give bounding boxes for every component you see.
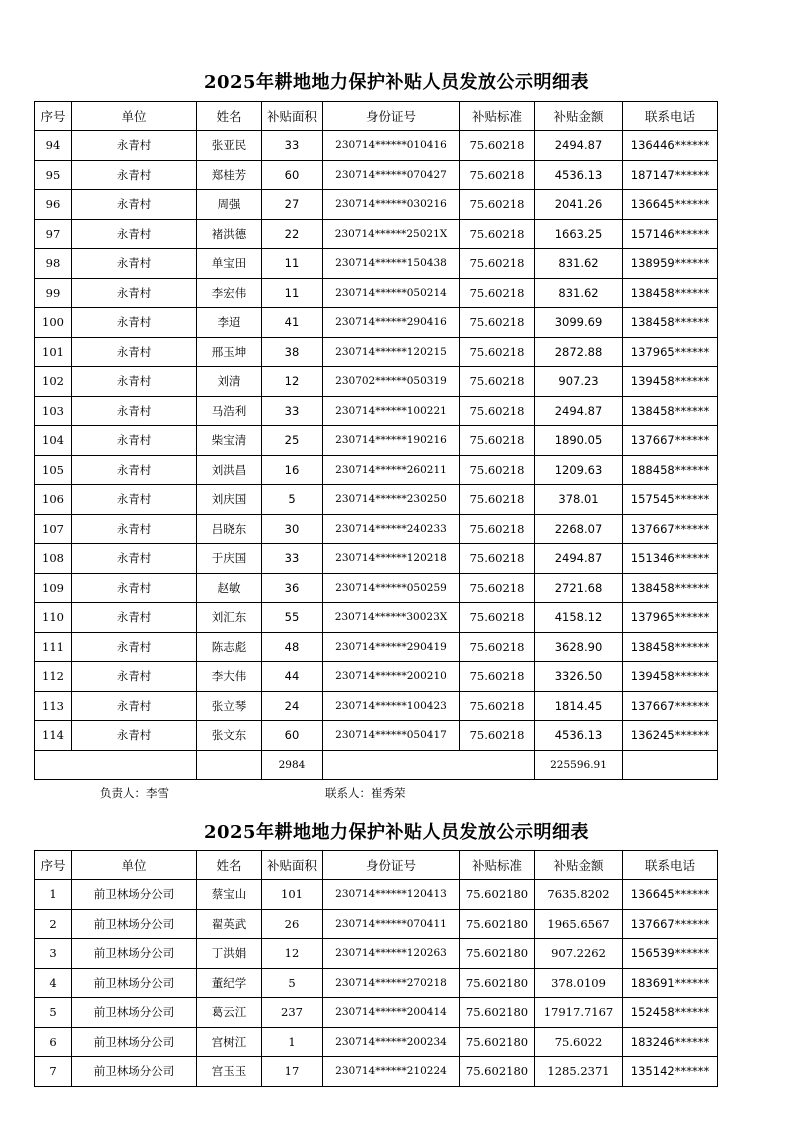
phone-cell: 136245******: [623, 721, 718, 751]
id-number-cell: 230714******070427: [323, 160, 460, 190]
table-row: [35, 278, 718, 308]
area-cell: 5: [262, 968, 323, 998]
amount-cell: 1890.05: [535, 426, 623, 456]
id-number-cell: 230702******050319: [323, 367, 460, 397]
id-number-cell: 230714******290419: [323, 632, 460, 662]
page-title-2: 2025年耕地地力保护补贴人员发放公示明细表: [203, 822, 590, 843]
standard-cell: 75.60218: [460, 367, 535, 397]
column-header-phone: 联系电话: [623, 102, 718, 131]
standard-cell: 75.602180: [460, 1027, 535, 1057]
amount-cell: 1285.2371: [535, 1057, 623, 1087]
unit-cell: 永青村: [72, 603, 197, 633]
area-cell: 101: [262, 880, 323, 910]
name-cell: 刘庆国: [197, 485, 262, 515]
standard-cell: 75.602180: [460, 939, 535, 969]
serial-cell: 98: [35, 249, 72, 279]
phone-cell: 138458******: [623, 278, 718, 308]
area-cell: 55: [262, 603, 323, 633]
column-header-standard: 补贴标准: [460, 851, 535, 880]
standard-cell: 75.60218: [460, 691, 535, 721]
unit-cell: 永青村: [72, 219, 197, 249]
column-header-serial: 序号: [35, 851, 72, 880]
standard-cell: 75.60218: [460, 131, 535, 161]
phone-cell: 136446******: [623, 131, 718, 161]
id-number-cell: 230714******230250: [323, 485, 460, 515]
name-cell: 董纪学: [197, 968, 262, 998]
id-number-cell: 230714******050259: [323, 573, 460, 603]
amount-cell: 831.62: [535, 278, 623, 308]
serial-cell: 4: [35, 968, 72, 998]
table-row: [35, 573, 718, 603]
standard-cell: 75.60218: [460, 514, 535, 544]
unit-cell: 永青村: [72, 485, 197, 515]
name-cell: 柴宝清: [197, 426, 262, 456]
table-row: [35, 968, 718, 998]
id-number-cell: 230714******200210: [323, 662, 460, 692]
standard-cell: 75.60218: [460, 426, 535, 456]
standard-cell: 75.60218: [460, 308, 535, 338]
standard-cell: 75.60218: [460, 190, 535, 220]
name-cell: 单宝田: [197, 249, 262, 279]
phone-cell: 183691******: [623, 968, 718, 998]
id-number-cell: 230714******290416: [323, 308, 460, 338]
phone-cell: 157545******: [623, 485, 718, 515]
standard-cell: 75.60218: [460, 721, 535, 751]
phone-cell: 139458******: [623, 367, 718, 397]
amount-cell: 2721.68: [535, 573, 623, 603]
name-cell: 马浩利: [197, 396, 262, 426]
phone-cell: 138458******: [623, 573, 718, 603]
amount-cell: 1209.63: [535, 455, 623, 485]
phone-cell: 137667******: [623, 514, 718, 544]
amount-cell: 907.2262: [535, 939, 623, 969]
name-cell: 翟英武: [197, 909, 262, 939]
phone-cell: 157146******: [623, 219, 718, 249]
serial-cell: 114: [35, 721, 72, 751]
id-number-cell: 230714******070411: [323, 909, 460, 939]
standard-cell: 75.60218: [460, 544, 535, 574]
contact-person: 联系人：崔秀荣: [325, 786, 406, 800]
table-row: [35, 662, 718, 692]
id-number-cell: 230714******30023X: [323, 603, 460, 633]
id-number-cell: 230714******100423: [323, 691, 460, 721]
column-header-amount: 补贴金额: [535, 851, 623, 880]
name-cell: 刘汇东: [197, 603, 262, 633]
phone-cell: 139458******: [623, 662, 718, 692]
table-row: [35, 219, 718, 249]
serial-cell: 112: [35, 662, 72, 692]
serial-cell: 99: [35, 278, 72, 308]
id-number-cell: 230714******100221: [323, 396, 460, 426]
serial-cell: 110: [35, 603, 72, 633]
total-empty-cell: [623, 750, 718, 780]
name-cell: 宫树江: [197, 1027, 262, 1057]
phone-cell: 135142******: [623, 1057, 718, 1087]
phone-cell: 151346******: [623, 544, 718, 574]
table-row: [35, 426, 718, 456]
amount-cell: 831.62: [535, 249, 623, 279]
name-cell: 宫玉玉: [197, 1057, 262, 1087]
area-cell: 27: [262, 190, 323, 220]
standard-cell: 75.602180: [460, 998, 535, 1028]
amount-cell: 378.01: [535, 485, 623, 515]
unit-cell: 永青村: [72, 337, 197, 367]
name-cell: 周强: [197, 190, 262, 220]
unit-cell: 前卫林场分公司: [72, 1057, 197, 1087]
standard-cell: 75.60218: [460, 219, 535, 249]
table-row: [35, 308, 718, 338]
table-row: [35, 632, 718, 662]
amount-cell: 4536.13: [535, 721, 623, 751]
phone-cell: 137667******: [623, 691, 718, 721]
phone-cell: 136645******: [623, 190, 718, 220]
area-cell: 60: [262, 160, 323, 190]
subsidy-table-1: [34, 101, 718, 780]
standard-cell: 75.60218: [460, 603, 535, 633]
amount-cell: 4536.13: [535, 160, 623, 190]
column-header-unit: 单位: [72, 851, 197, 880]
amount-cell: 3099.69: [535, 308, 623, 338]
serial-cell: 108: [35, 544, 72, 574]
phone-cell: 137965******: [623, 337, 718, 367]
id-number-cell: 230714******050214: [323, 278, 460, 308]
id-number-cell: 230714******010416: [323, 131, 460, 161]
serial-cell: 1: [35, 880, 72, 910]
standard-cell: 75.602180: [460, 880, 535, 910]
standard-cell: 75.60218: [460, 573, 535, 603]
name-cell: 李宏伟: [197, 278, 262, 308]
area-cell: 5: [262, 485, 323, 515]
unit-cell: 前卫林场分公司: [72, 998, 197, 1028]
table-row: [35, 998, 718, 1028]
amount-cell: 378.0109: [535, 968, 623, 998]
table-header-row: [35, 102, 718, 131]
phone-cell: 138959******: [623, 249, 718, 279]
total-area-cell: 2984: [262, 750, 323, 780]
unit-cell: 永青村: [72, 308, 197, 338]
table-row: [35, 721, 718, 751]
table-row: [35, 880, 718, 910]
name-cell: 李大伟: [197, 662, 262, 692]
area-cell: 11: [262, 249, 323, 279]
name-cell: 刘洪昌: [197, 455, 262, 485]
column-header-name: 姓名: [197, 851, 262, 880]
standard-cell: 75.602180: [460, 968, 535, 998]
phone-cell: 156539******: [623, 939, 718, 969]
name-cell: 邢玉坤: [197, 337, 262, 367]
serial-cell: 103: [35, 396, 72, 426]
area-cell: 33: [262, 544, 323, 574]
id-number-cell: 230714******190216: [323, 426, 460, 456]
serial-cell: 95: [35, 160, 72, 190]
amount-cell: 4158.12: [535, 603, 623, 633]
table-row: [35, 485, 718, 515]
id-number-cell: 230714******210224: [323, 1057, 460, 1087]
phone-cell: 183246******: [623, 1027, 718, 1057]
table-row: [35, 939, 718, 969]
id-number-cell: 230714******050417: [323, 721, 460, 751]
id-number-cell: 230714******200414: [323, 998, 460, 1028]
id-number-cell: 230714******030216: [323, 190, 460, 220]
id-number-cell: 230714******240233: [323, 514, 460, 544]
id-number-cell: 230714******120413: [323, 880, 460, 910]
name-cell: 陈志彪: [197, 632, 262, 662]
standard-cell: 75.60218: [460, 396, 535, 426]
serial-cell: 104: [35, 426, 72, 456]
name-cell: 张亚民: [197, 131, 262, 161]
unit-cell: 永青村: [72, 544, 197, 574]
id-number-cell: 230714******260211: [323, 455, 460, 485]
table-row: [35, 603, 718, 633]
id-number-cell: 230714******120263: [323, 939, 460, 969]
name-cell: 吕晓东: [197, 514, 262, 544]
name-cell: 赵敏: [197, 573, 262, 603]
phone-cell: 137667******: [623, 426, 718, 456]
column-header-amount: 补贴金额: [535, 102, 623, 131]
column-header-id-number: 身份证号: [323, 102, 460, 131]
area-cell: 12: [262, 367, 323, 397]
area-cell: 60: [262, 721, 323, 751]
standard-cell: 75.60218: [460, 337, 535, 367]
serial-cell: 2: [35, 909, 72, 939]
name-cell: 郑桂芳: [197, 160, 262, 190]
amount-cell: 1663.25: [535, 219, 623, 249]
standard-cell: 75.60218: [460, 160, 535, 190]
unit-cell: 永青村: [72, 632, 197, 662]
amount-cell: 907.23: [535, 367, 623, 397]
phone-cell: 138458******: [623, 308, 718, 338]
unit-cell: 永青村: [72, 455, 197, 485]
serial-cell: 109: [35, 573, 72, 603]
total-amount-cell: 225596.91: [535, 750, 623, 780]
serial-cell: 6: [35, 1027, 72, 1057]
table-header-row: [35, 851, 718, 880]
responsible-person: 负责人：李雪: [100, 786, 169, 800]
serial-cell: 97: [35, 219, 72, 249]
serial-cell: 96: [35, 190, 72, 220]
area-cell: 12: [262, 939, 323, 969]
area-cell: 24: [262, 691, 323, 721]
table-row: [35, 455, 718, 485]
unit-cell: 永青村: [72, 190, 197, 220]
area-cell: 17: [262, 1057, 323, 1087]
amount-cell: 2041.26: [535, 190, 623, 220]
unit-cell: 前卫林场分公司: [72, 909, 197, 939]
table-row: [35, 337, 718, 367]
standard-cell: 75.60218: [460, 485, 535, 515]
column-header-phone: 联系电话: [623, 851, 718, 880]
page-title: 2025年耕地地力保护补贴人员发放公示明细表: [203, 72, 590, 93]
area-cell: 33: [262, 396, 323, 426]
unit-cell: 永青村: [72, 160, 197, 190]
unit-cell: 永青村: [72, 721, 197, 751]
phone-cell: 187147******: [623, 160, 718, 190]
unit-cell: 永青村: [72, 131, 197, 161]
area-cell: 26: [262, 909, 323, 939]
serial-cell: 100: [35, 308, 72, 338]
serial-cell: 101: [35, 337, 72, 367]
unit-cell: 永青村: [72, 573, 197, 603]
amount-cell: 1814.45: [535, 691, 623, 721]
phone-cell: 137965******: [623, 603, 718, 633]
column-header-name: 姓名: [197, 102, 262, 131]
name-cell: 张立琴: [197, 691, 262, 721]
subsidy-table-2: [34, 850, 718, 1087]
table-row: [35, 1057, 718, 1087]
serial-cell: 3: [35, 939, 72, 969]
amount-cell: 3326.50: [535, 662, 623, 692]
serial-cell: 94: [35, 131, 72, 161]
id-number-cell: 230714******120218: [323, 544, 460, 574]
column-header-area: 补贴面积: [262, 102, 323, 131]
serial-cell: 105: [35, 455, 72, 485]
amount-cell: 75.6022: [535, 1027, 623, 1057]
unit-cell: 永青村: [72, 367, 197, 397]
column-header-id-number: 身份证号: [323, 851, 460, 880]
area-cell: 33: [262, 131, 323, 161]
area-cell: 1: [262, 1027, 323, 1057]
name-cell: 刘清: [197, 367, 262, 397]
column-header-area: 补贴面积: [262, 851, 323, 880]
amount-cell: 17917.7167: [535, 998, 623, 1028]
phone-cell: 138458******: [623, 632, 718, 662]
phone-cell: 188458******: [623, 455, 718, 485]
unit-cell: 前卫林场分公司: [72, 968, 197, 998]
name-cell: 于庆国: [197, 544, 262, 574]
table-row: [35, 249, 718, 279]
area-cell: 16: [262, 455, 323, 485]
table-row: [35, 544, 718, 574]
total-empty-cell: [323, 750, 535, 780]
unit-cell: 永青村: [72, 426, 197, 456]
phone-cell: 136645******: [623, 880, 718, 910]
total-empty-cell: [197, 750, 262, 780]
phone-cell: 137667******: [623, 909, 718, 939]
serial-cell: 7: [35, 1057, 72, 1087]
name-cell: 丁洪娟: [197, 939, 262, 969]
unit-cell: 永青村: [72, 691, 197, 721]
unit-cell: 永青村: [72, 249, 197, 279]
serial-cell: 106: [35, 485, 72, 515]
table-row: [35, 190, 718, 220]
area-cell: 41: [262, 308, 323, 338]
serial-cell: 102: [35, 367, 72, 397]
amount-cell: 3628.90: [535, 632, 623, 662]
name-cell: 葛云江: [197, 998, 262, 1028]
unit-cell: 永青村: [72, 278, 197, 308]
table-row: [35, 1027, 718, 1057]
standard-cell: 75.60218: [460, 632, 535, 662]
name-cell: 蔡宝山: [197, 880, 262, 910]
serial-cell: 111: [35, 632, 72, 662]
column-header-serial: 序号: [35, 102, 72, 131]
id-number-cell: 230714******200234: [323, 1027, 460, 1057]
standard-cell: 75.60218: [460, 249, 535, 279]
area-cell: 30: [262, 514, 323, 544]
standard-cell: 75.60218: [460, 662, 535, 692]
unit-cell: 前卫林场分公司: [72, 939, 197, 969]
area-cell: 22: [262, 219, 323, 249]
area-cell: 36: [262, 573, 323, 603]
amount-cell: 2494.87: [535, 396, 623, 426]
standard-cell: 75.60218: [460, 278, 535, 308]
table-row: [35, 131, 718, 161]
area-cell: 25: [262, 426, 323, 456]
total-row: [35, 750, 718, 780]
area-cell: 237: [262, 998, 323, 1028]
table-row: [35, 691, 718, 721]
standard-cell: 75.60218: [460, 455, 535, 485]
unit-cell: 前卫林场分公司: [72, 880, 197, 910]
serial-cell: 5: [35, 998, 72, 1028]
standard-cell: 75.602180: [460, 1057, 535, 1087]
id-number-cell: 230714******25021X: [323, 219, 460, 249]
table-row: [35, 396, 718, 426]
table-row: [35, 160, 718, 190]
table-row: [35, 514, 718, 544]
table-row: [35, 909, 718, 939]
amount-cell: 7635.8202: [535, 880, 623, 910]
area-cell: 48: [262, 632, 323, 662]
id-number-cell: 230714******120215: [323, 337, 460, 367]
name-cell: 褚洪德: [197, 219, 262, 249]
id-number-cell: 230714******150438: [323, 249, 460, 279]
column-header-unit: 单位: [72, 102, 197, 131]
phone-cell: 138458******: [623, 396, 718, 426]
unit-cell: 永青村: [72, 662, 197, 692]
name-cell: 张文东: [197, 721, 262, 751]
serial-cell: 113: [35, 691, 72, 721]
unit-cell: 永青村: [72, 514, 197, 544]
standard-cell: 75.602180: [460, 909, 535, 939]
area-cell: 11: [262, 278, 323, 308]
unit-cell: 永青村: [72, 396, 197, 426]
serial-cell: 107: [35, 514, 72, 544]
amount-cell: 2494.87: [535, 544, 623, 574]
table-row: [35, 367, 718, 397]
column-header-standard: 补贴标准: [460, 102, 535, 131]
unit-cell: 前卫林场分公司: [72, 1027, 197, 1057]
amount-cell: 2872.88: [535, 337, 623, 367]
amount-cell: 2268.07: [535, 514, 623, 544]
area-cell: 38: [262, 337, 323, 367]
amount-cell: 2494.87: [535, 131, 623, 161]
area-cell: 44: [262, 662, 323, 692]
amount-cell: 1965.6567: [535, 909, 623, 939]
total-empty-cell: [35, 750, 197, 780]
id-number-cell: 230714******270218: [323, 968, 460, 998]
phone-cell: 152458******: [623, 998, 718, 1028]
name-cell: 李迢: [197, 308, 262, 338]
